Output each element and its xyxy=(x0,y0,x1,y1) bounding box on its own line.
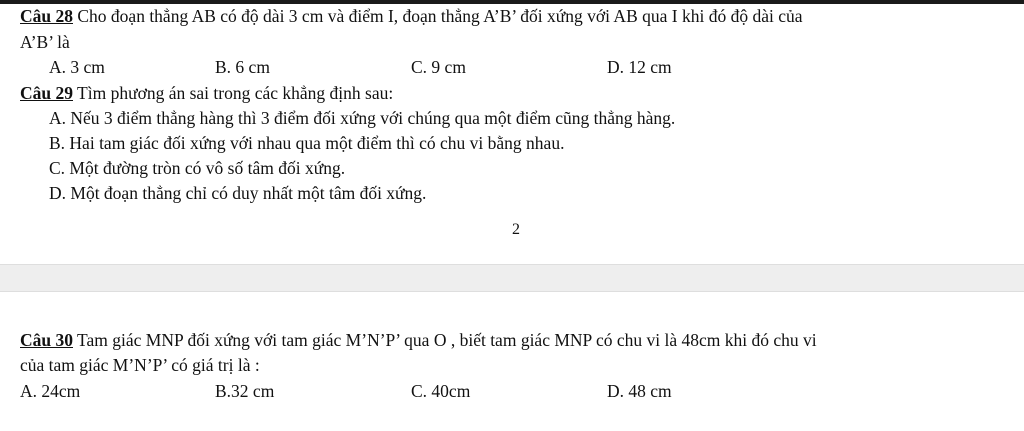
question-30-option-c: C. 40cm xyxy=(411,381,471,401)
question-29-line1 xyxy=(20,82,393,104)
question-29-label: Câu 29 xyxy=(20,83,73,103)
question-30-option-a: A. 24cm xyxy=(20,381,81,401)
question-30-line1 xyxy=(20,329,817,351)
question-29-text: Tìm phương án sai trong các khẳng định sau: xyxy=(73,83,394,103)
question-29-option-b: B. Hai tam giác đối xứng với nhau qua một điểm thì có chu vi bằng nhau. xyxy=(49,133,565,153)
question-30-option-b: B.32 cm xyxy=(215,381,275,401)
page-break-gap xyxy=(0,264,1024,292)
question-30-option-d: D. 48 cm xyxy=(607,381,672,401)
question-29-option-a: A. Nếu 3 điểm thẳng hàng thì 3 điểm đối xứng với chúng qua một điểm cũng thẳng hàng. xyxy=(49,108,676,128)
question-28-line2: A’B’ là xyxy=(20,32,70,52)
question-28-line1 xyxy=(20,5,803,27)
question-29-option-c: C. Một đường tròn có vô số tâm đối xứng. xyxy=(49,158,346,178)
question-30-line2: của tam giác M’N’P’ có giá trị là : xyxy=(20,355,260,375)
question-30-text: Tam giác MNP đối xứng với tam giác M’N’P’ qua O , biết tam giác MNP có chu vi là 48cm khi đó chu vi xyxy=(73,330,817,350)
question-30-label: Câu 30 xyxy=(20,330,73,350)
question-29-option-d: D. Một đoạn thẳng chỉ có duy nhất một tâm đối xứng. xyxy=(49,183,427,203)
question-28-label: Câu 28 xyxy=(20,6,73,26)
question-28-option-d: D. 12 cm xyxy=(607,57,672,77)
page-number: 2 xyxy=(512,221,520,238)
question-28-text: Cho đoạn thẳng AB có độ dài 3 cm và điểm I, đoạn thẳng A’B’ đối xứng với AB qua I khi đó độ dài của xyxy=(73,6,803,26)
question-28-option-c: C. 9 cm xyxy=(411,57,466,77)
question-28-option-a: A. 3 cm xyxy=(49,57,105,77)
question-28-option-b: B. 6 cm xyxy=(215,57,270,77)
